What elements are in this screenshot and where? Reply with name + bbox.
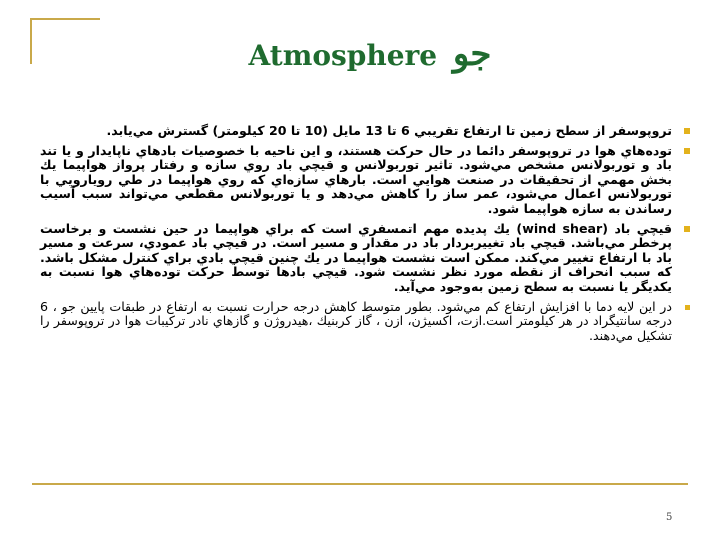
slide-title-english: Atmosphere <box>248 39 438 72</box>
title-frame-left-line <box>30 18 32 64</box>
bullet-list <box>40 124 692 343</box>
bullet-text: تروپوسفر از سطح زمين تا ارتفاع تقريبي 6 تا 13 مايل (10 تا 20 كيلومتر) گسترش مي‌يابد. <box>106 123 672 138</box>
square-bullet-icon <box>684 148 690 154</box>
bullet-item <box>40 124 692 139</box>
footer-divider <box>32 483 688 485</box>
bullet-text: در اين لايه دما با افزايش ارتفاع كم مي‌شود. بطور متوسط كاهش درجه حرارت نسبت به ارتفاع در طبقات پايين جو ، 6 درجه سانتيگراد در هر كيلومتر است.ازت، اكسيژن، ازن ، گاز كربنيك ،هيدروژن و گازهاي نادر تركيبات هوا در تروپوسفر را تشكيل مي‌دهند. <box>40 298 672 343</box>
bullet-text: توده‌هاي هوا در تروپوسفر دائما در حال حركت هستند، و اين ناحيه با خصوصيات بادهاي ناپايدار و يا تند باد و توربولانس مشخص مي‌شود. تاثير توربولانس و قيچي باد روي سازه و رفتار پرواز هواپيما يك بخش مهمي از تحقيقات در صنعت هوايي است. بارهاي سازه‌اي كه روي هواپيما در طي رويارويي با توربولانس اعمال مي‌شود، عمر ساز را كاهش مي‌دهد و يا توربولانس مقطعي مي‌تواند سبب آسيب رساندن به سازه هواپيما شود. <box>40 142 672 216</box>
title-frame-top-line <box>30 18 100 20</box>
slide-title-arabic: جو <box>452 34 492 74</box>
bullet-item <box>40 300 692 344</box>
slide-title <box>60 34 680 74</box>
page-number: 5 <box>666 512 673 523</box>
bullet-item <box>40 222 692 295</box>
bullet-item <box>40 144 692 217</box>
square-bullet-icon <box>685 305 690 310</box>
bullet-text: قيچي باد (wind shear) يك پديده مهم اتمسفري است كه براي هواپيما در حين نشست و برخاست پرخطر مي‌باشد. قيچي باد تغييربردار باد در مقدار و مسير است. در قيچي باد عمودي، سرعت و مسير باد با ارتفاع تغيير مي‌كند. ممكن است نشست هواپيما در يك چنين قيچي بادي براي كنترل مشكل باشد. كه سبب انحراف از نقطه مورد نظر نشست شود. قيچي بادها توسط حركت توده‌هاي هوا نسبت به يكديگر يا نسبت به سطح زمين به‌وجود مي‌آيد. <box>40 220 672 294</box>
square-bullet-icon <box>684 226 690 232</box>
slide-body <box>40 124 692 348</box>
square-bullet-icon <box>684 128 690 134</box>
